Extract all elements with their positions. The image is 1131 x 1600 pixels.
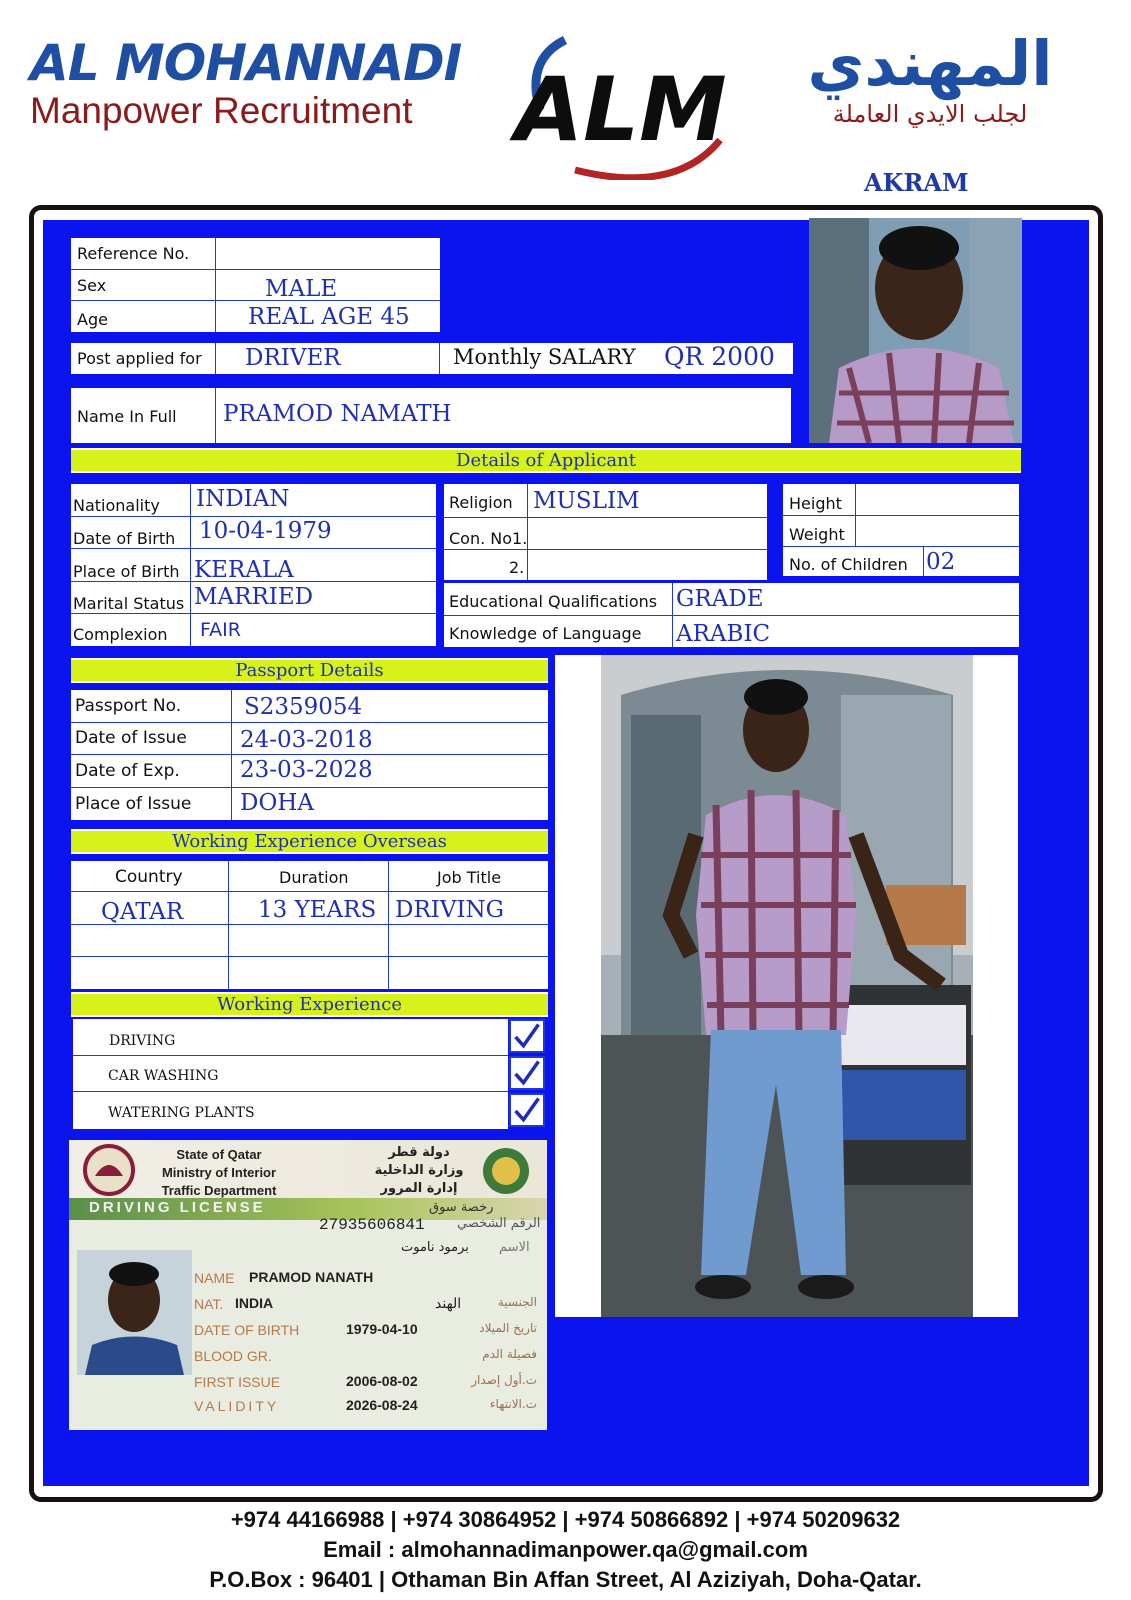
dob-value: 10-04-1979 (199, 518, 332, 544)
experience-item-1: DRIVING (109, 1033, 176, 1049)
post-label: Post applied for (77, 349, 202, 368)
license-ministry-arabic: وزارة الداخلية (374, 1163, 464, 1178)
license-nat-arabic: الهند (435, 1295, 462, 1311)
name-label: Name In Full (77, 407, 177, 426)
license-name-arabic-label: الاسم (499, 1240, 530, 1255)
license-state: State of Qatar (176, 1147, 262, 1162)
license-name-arabic: برمود ناموت (401, 1240, 469, 1255)
children-label: No. of Children (789, 555, 908, 574)
alm-logo (505, 20, 735, 180)
experience-item-2: CAR WASHING (108, 1068, 219, 1084)
complexion-value: FAIR (200, 619, 241, 641)
marital-label: Marital Status (73, 594, 185, 613)
license-ministry: Ministry of Interior (161, 1165, 277, 1180)
driving-license-card (69, 1140, 547, 1430)
license-nat-value: INDIA (235, 1295, 274, 1311)
license-dob-arabic-label: تاريخ الميلاد (479, 1321, 537, 1335)
experience-item-3: WATERING PLANTS (108, 1105, 255, 1121)
nationality-label: Nationality (73, 496, 160, 515)
experience-list (73, 1019, 508, 1129)
sex-value: MALE (265, 276, 338, 302)
license-blood-arabic-label: فصيلة الدم (482, 1347, 537, 1361)
sex-label: Sex (77, 276, 107, 295)
physical-box (783, 484, 1019, 576)
passport-expiry-label: Date of Exp. (75, 761, 180, 781)
checkmark-icon (509, 1056, 545, 1090)
license-first-issue-value: 2006-08-02 (346, 1373, 418, 1389)
post-value: DRIVER (245, 345, 341, 371)
full-body-photo (601, 655, 973, 1317)
education-box (444, 583, 1019, 647)
age-label: Age (77, 310, 108, 329)
license-name-value: PRAMOD NANATH (249, 1269, 374, 1285)
overseas-header-job: Job Title (437, 868, 502, 887)
agent-name: AKRAM (864, 168, 969, 197)
overseas-duration-1: 13 YEARS (258, 897, 377, 923)
license-dob-label: DATE OF BIRTH (194, 1322, 300, 1338)
license-number-arabic-label: الرقم الشخصي (457, 1216, 541, 1231)
brand-name: AL MOHANNADI (30, 34, 462, 92)
license-title: DRIVING LICENSE (89, 1199, 266, 1216)
license-issuer-arabic (364, 1144, 474, 1198)
weight-label: Weight (789, 525, 845, 544)
name-box (71, 388, 791, 443)
brand-arabic-name: المهندي (807, 27, 1053, 100)
pob-label: Place of Birth (73, 562, 180, 581)
passport-number-value: S2359054 (244, 694, 363, 720)
marital-value: MARRIED (194, 584, 314, 610)
overseas-header-duration: Duration (279, 868, 349, 887)
basic-info-box (71, 238, 440, 332)
logo-text: ALM (515, 58, 727, 161)
footer-phones: +974 44166988 | +974 30864952 | +974 50866892 | +974 50209632 (230, 1507, 901, 1532)
experience-section-bar: Working Experience (71, 992, 548, 1017)
brand-arabic (745, 27, 1115, 129)
portrait-photo (809, 218, 1022, 443)
overseas-header-country: Country (115, 867, 183, 887)
dob-label: Date of Birth (73, 529, 176, 548)
passport-issue-value: 24-03-2018 (240, 727, 373, 753)
license-name-label: NAME (194, 1270, 235, 1286)
post-salary-box (71, 343, 793, 374)
age-value: REAL AGE 45 (248, 304, 410, 330)
license-title-arabic: رخصة سوق (429, 1200, 494, 1215)
checkmark-icon (509, 1019, 545, 1053)
brand-subtitle: Manpower Recruitment (30, 90, 413, 131)
passport-box (71, 690, 548, 820)
license-validity-value: 2026-08-24 (346, 1397, 418, 1413)
applicant-left-box (71, 484, 436, 646)
license-nat-arabic-label: الجنسية (497, 1295, 537, 1309)
license-department-arabic: إدارة المرور (380, 1181, 458, 1196)
license-state-arabic: دولة قطر (388, 1145, 450, 1160)
religion-box (444, 484, 767, 580)
con2-label: 2. (509, 558, 525, 577)
salary-label: Monthly SALARY (453, 345, 636, 369)
license-blood-label: BLOOD GR. (194, 1348, 272, 1364)
nationality-value: INDIAN (196, 486, 290, 512)
contact-footer (0, 1505, 1131, 1595)
salary-value: QR 2000 (664, 342, 775, 371)
passport-expiry-value: 23-03-2028 (240, 757, 373, 783)
license-department: Traffic Department (161, 1183, 277, 1198)
pob-value: KERALA (194, 557, 294, 583)
brand-arabic-subtitle: لجلب الايدي العاملة (832, 100, 1028, 129)
passport-number-label: Passport No. (75, 696, 182, 716)
footer-email: Email : almohannadimanpower.qa@gmail.com (323, 1537, 808, 1562)
passport-place-value: DOHA (240, 790, 314, 816)
qatar-emblem-icon (81, 1144, 137, 1196)
language-label: Knowledge of Language (449, 624, 642, 643)
religion-label: Religion (449, 493, 513, 512)
traffic-dept-emblem-icon (479, 1146, 533, 1196)
applicant-section-bar: Details of Applicant (71, 448, 1021, 473)
complexion-label: Complexion (73, 625, 168, 644)
overseas-section-bar: Working Experience Overseas (71, 829, 548, 854)
overseas-job-1: DRIVING (395, 897, 505, 923)
license-first-issue-arabic-label: ت.أول إصدار (471, 1373, 537, 1387)
license-dob-value: 1979-04-10 (346, 1321, 418, 1337)
license-first-issue-label: FIRST ISSUE (194, 1374, 281, 1390)
passport-section-bar: Passport Details (71, 658, 548, 683)
passport-place-label: Place of Issue (75, 794, 192, 814)
license-validity-label: VALIDITY (194, 1398, 280, 1414)
reference-label: Reference No. (77, 244, 190, 263)
overseas-country-1: QATAR (101, 899, 184, 925)
license-issuer (149, 1146, 289, 1200)
religion-value: MUSLIM (533, 488, 640, 514)
license-nat-label: NAT. (194, 1296, 224, 1312)
passport-issue-label: Date of Issue (75, 728, 187, 748)
license-validity-arabic-label: ت.الانتهاء (489, 1397, 537, 1411)
height-label: Height (789, 494, 842, 513)
education-label: Educational Qualifications (449, 592, 658, 611)
children-value: 02 (926, 549, 956, 575)
con1-label: Con. No1. (449, 529, 528, 548)
footer-address: P.O.Box : 96401 | Othaman Bin Affan Street, Al Aziziyah, Doha-Qatar. (209, 1567, 922, 1592)
name-value: PRAMOD NAMATH (223, 401, 452, 427)
language-value: ARABIC (676, 621, 771, 647)
license-number: 27935606841 (319, 1216, 425, 1234)
checkmark-icon (509, 1093, 545, 1127)
overseas-table (71, 861, 548, 989)
brand-english (30, 34, 500, 131)
education-value: GRADE (676, 586, 764, 612)
license-photo (77, 1250, 192, 1375)
